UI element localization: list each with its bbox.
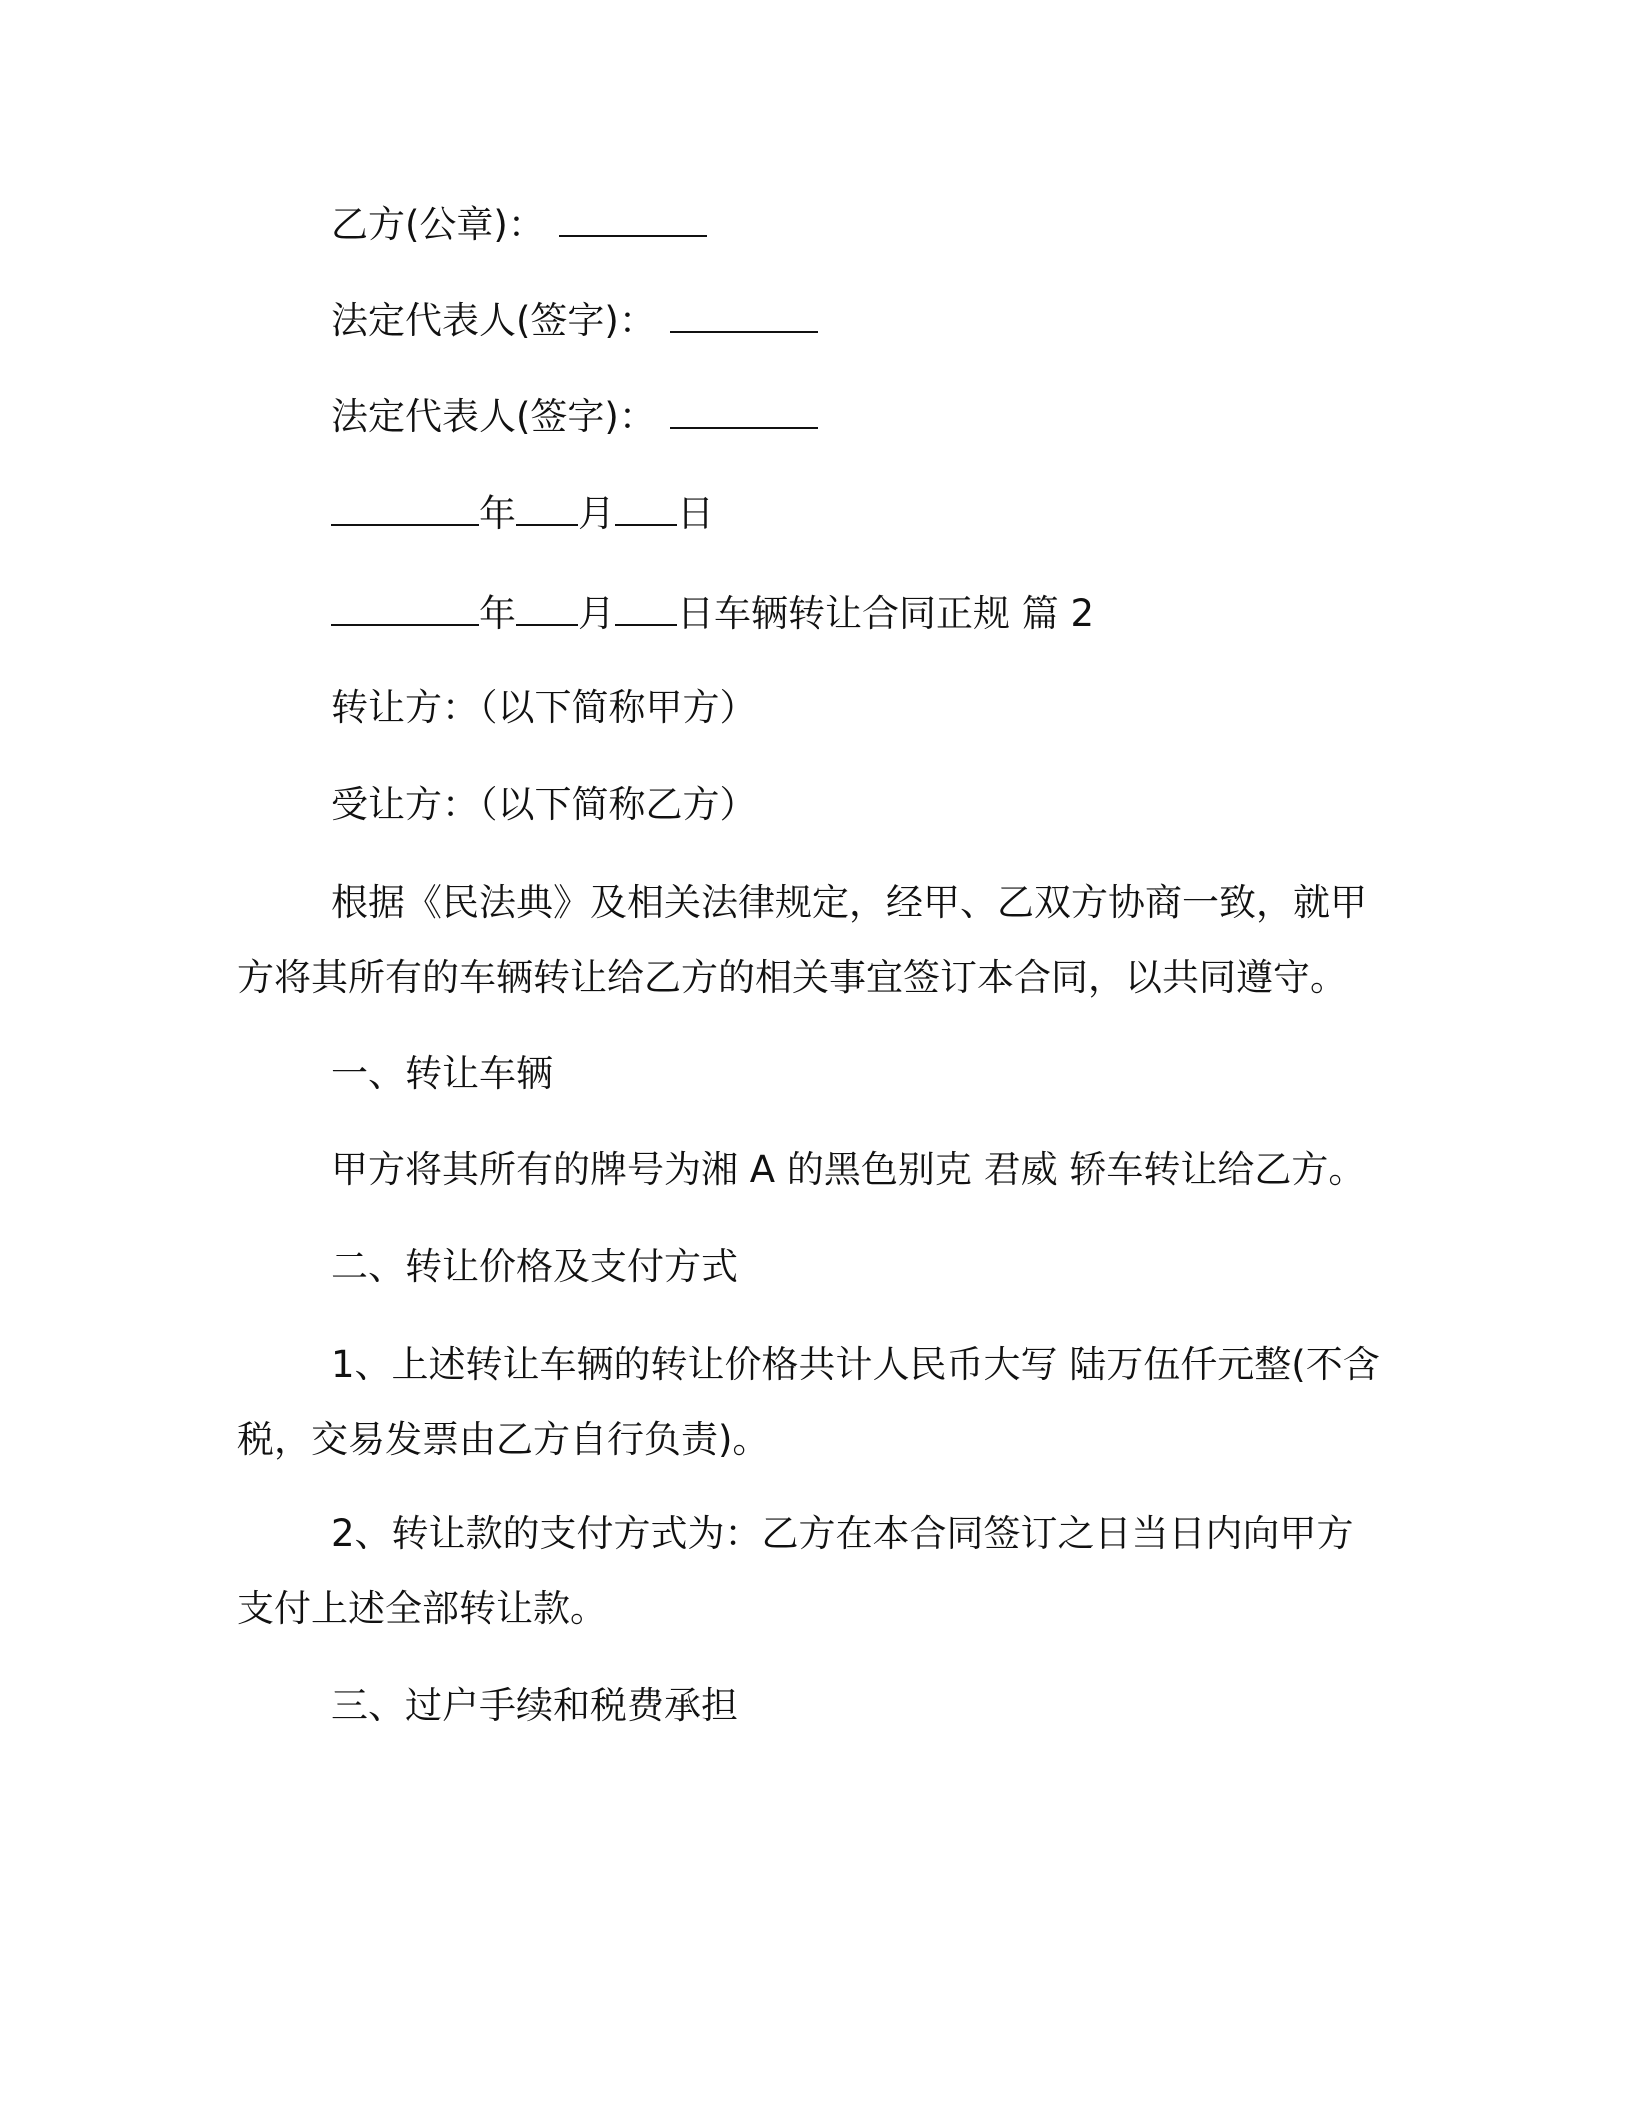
section-1-title: 一、转让车辆 (331, 1052, 553, 1095)
contract-heading-line (331, 590, 1094, 636)
section-2-item-2-line-1: 2、转让款的支付方式为：乙方在本合同签订之日当日内向甲方 (331, 1512, 1354, 1555)
contract-title: 日车辆转让合同正规 篇 2 (677, 592, 1095, 635)
day-blank (615, 490, 677, 526)
year-label: 年 (479, 492, 516, 535)
transferor-line: 转让方：（以下简称甲方） (331, 686, 757, 729)
heading-day-blank (615, 590, 677, 626)
month-blank (516, 490, 578, 526)
transferee-line: 受让方：（以下简称乙方） (331, 783, 757, 826)
section-2-item-1-line-2: 税，交易发票由乙方自行负责)。 (237, 1418, 770, 1461)
party-b-seal-line (331, 201, 707, 247)
heading-year-label: 年 (479, 592, 516, 635)
party-b-seal-label: 乙方(公章)： (331, 203, 545, 246)
heading-month-blank (516, 590, 578, 626)
section-2-item-2-line-2: 支付上述全部转让款。 (237, 1587, 607, 1630)
legal-rep-blank-1 (670, 297, 818, 333)
section-1-body: 甲方将其所有的牌号为湘 A 的黑色别克 君威 轿车转让给乙方。 (331, 1148, 1366, 1191)
legal-rep-label-1: 法定代表人(签字)： (331, 299, 656, 342)
heading-month-label: 月 (578, 592, 615, 635)
preamble-line-2: 方将其所有的车辆转让给乙方的相关事宜签订本合同，以共同遵守。 (237, 956, 1347, 999)
month-label: 月 (578, 492, 615, 535)
day-label: 日 (677, 492, 714, 535)
legal-rep-blank-2 (670, 393, 818, 429)
legal-rep-label-2: 法定代表人(签字)： (331, 395, 656, 438)
year-blank (331, 490, 479, 526)
legal-rep-line-2 (331, 393, 818, 439)
heading-year-blank (331, 590, 479, 626)
preamble-line-1: 根据《民法典》及相关法律规定，经甲、乙双方协商一致，就甲 (331, 881, 1367, 924)
legal-rep-line-1 (331, 297, 818, 343)
date-line (331, 490, 714, 536)
section-2-title: 二、转让价格及支付方式 (331, 1245, 738, 1288)
section-2-item-1-line-1: 1、上述转让车辆的转让价格共计人民币大写 陆万伍仟元整(不含 (331, 1343, 1380, 1386)
section-3-title: 三、过户手续和税费承担 (331, 1684, 738, 1727)
party-b-seal-blank (559, 201, 707, 237)
